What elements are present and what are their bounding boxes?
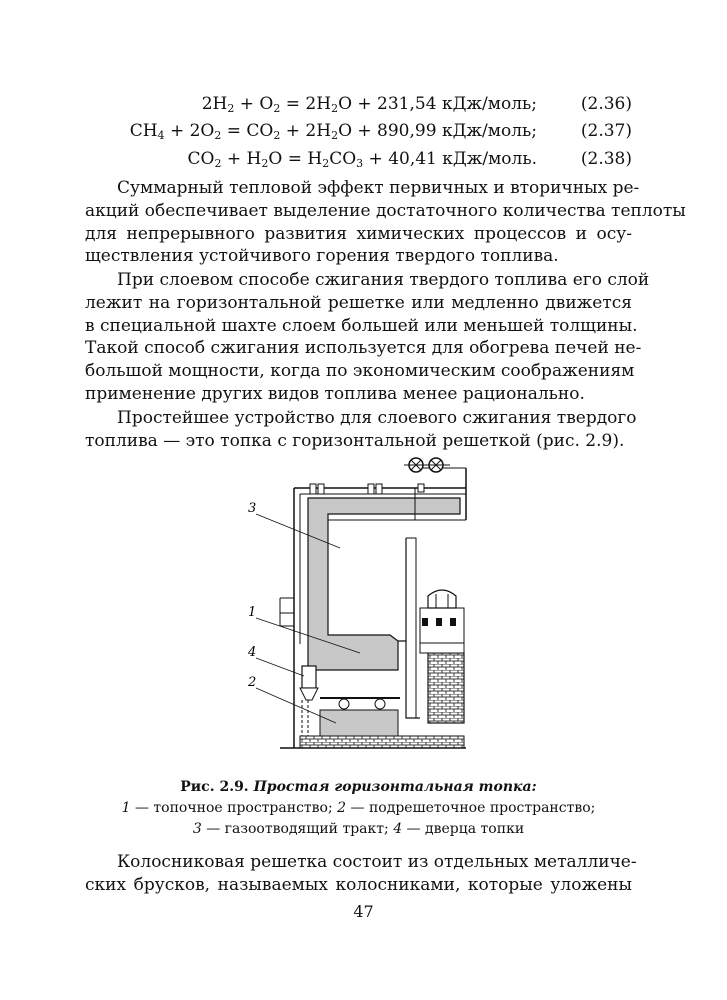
caption-figure-number: Рис. 2.9. xyxy=(180,779,249,795)
caption-item-number: 4 xyxy=(393,821,403,837)
label-2: 2 xyxy=(248,675,257,690)
caption-item-text: — газоотводящий тракт; xyxy=(201,821,394,837)
paragraph-3 xyxy=(85,407,637,453)
firebox-door xyxy=(302,666,316,688)
cooking-pot-icon xyxy=(428,590,456,608)
text-line: большой мощности, когда по экономическим соображениям xyxy=(85,361,635,382)
text-line: акций обеспечивает выделение достаточного количества теплоты xyxy=(85,200,686,221)
text-line: Простейшее устройство для слоевого сжигания твердого xyxy=(117,408,637,428)
text-line: При слоевом способе сжигания твердого топлива его слой xyxy=(117,270,650,290)
text-line: ских брусков, называемых колосниками, которые уложены xyxy=(85,874,632,895)
label-4: 4 xyxy=(248,645,257,660)
text-line: в специальной шахте слоем большей или меньшей толщины. xyxy=(85,315,638,336)
equation-number: (2.38) xyxy=(580,149,632,169)
equation-body: $CO_2 + H_2O = H_2CO_3 + 40,41$ кДж/моль. xyxy=(187,149,537,170)
text-line: применение других видов топлива менее рационально. xyxy=(85,383,585,404)
equation-number: (2.37) xyxy=(580,121,632,141)
paragraph-4 xyxy=(85,851,637,897)
text-line: Суммарный тепловой эффект первичных и вторичных ре- xyxy=(117,178,640,198)
equation-2-37 xyxy=(129,121,632,145)
page-number: 47 xyxy=(353,902,374,921)
figure-caption xyxy=(85,777,632,840)
caption-item-number: 1 xyxy=(121,800,131,816)
floor-bricks xyxy=(300,736,464,748)
paragraph-2 xyxy=(85,269,650,406)
caption-item-number: 3 xyxy=(192,821,202,837)
text-line: ществления устойчивого горения твердого топлива. xyxy=(85,246,559,267)
caption-line-1 xyxy=(85,798,632,819)
equation-body: $CH_4 + 2O_2 = CO_2 + 2H_2O + 890,99$ кДж/моль; xyxy=(129,121,537,142)
text-line: Колосниковая решетка состоит из отдельных металличе- xyxy=(117,852,637,872)
equation-number: (2.36) xyxy=(580,94,632,114)
equation-body: $2H_2 + O_2 = 2H_2O + 231,54$ кДж/моль; xyxy=(201,94,537,115)
text-line: лежит на горизонтальной решетке или медленно движется xyxy=(85,292,632,313)
caption-item-text: — дверца топки xyxy=(402,821,525,837)
equation-2-38 xyxy=(160,149,632,173)
caption-item-text: — подрешеточное пространство; xyxy=(346,800,596,816)
caption-figure-title: Простая горизонтальная топка: xyxy=(253,779,537,795)
caption-title xyxy=(85,777,632,798)
equation-2-36 xyxy=(160,94,632,118)
furnace-diagram xyxy=(240,448,480,758)
text-line: Такой способ сжигания используется для обогрева печей не- xyxy=(85,338,642,359)
text-line: для непрерывного развития химических процессов и осу- xyxy=(85,223,632,244)
caption-item-number: 2 xyxy=(337,800,347,816)
caption-line-2 xyxy=(85,819,632,840)
label-1: 1 xyxy=(248,605,257,620)
text-line: топлива — это топка с горизонтальной решеткой (рис. 2.9). xyxy=(85,430,625,451)
caption-item-text: — топочное пространство; xyxy=(130,800,338,816)
label-3: 3 xyxy=(248,501,257,516)
paragraph-1 xyxy=(85,177,686,268)
brick-block xyxy=(428,653,464,723)
